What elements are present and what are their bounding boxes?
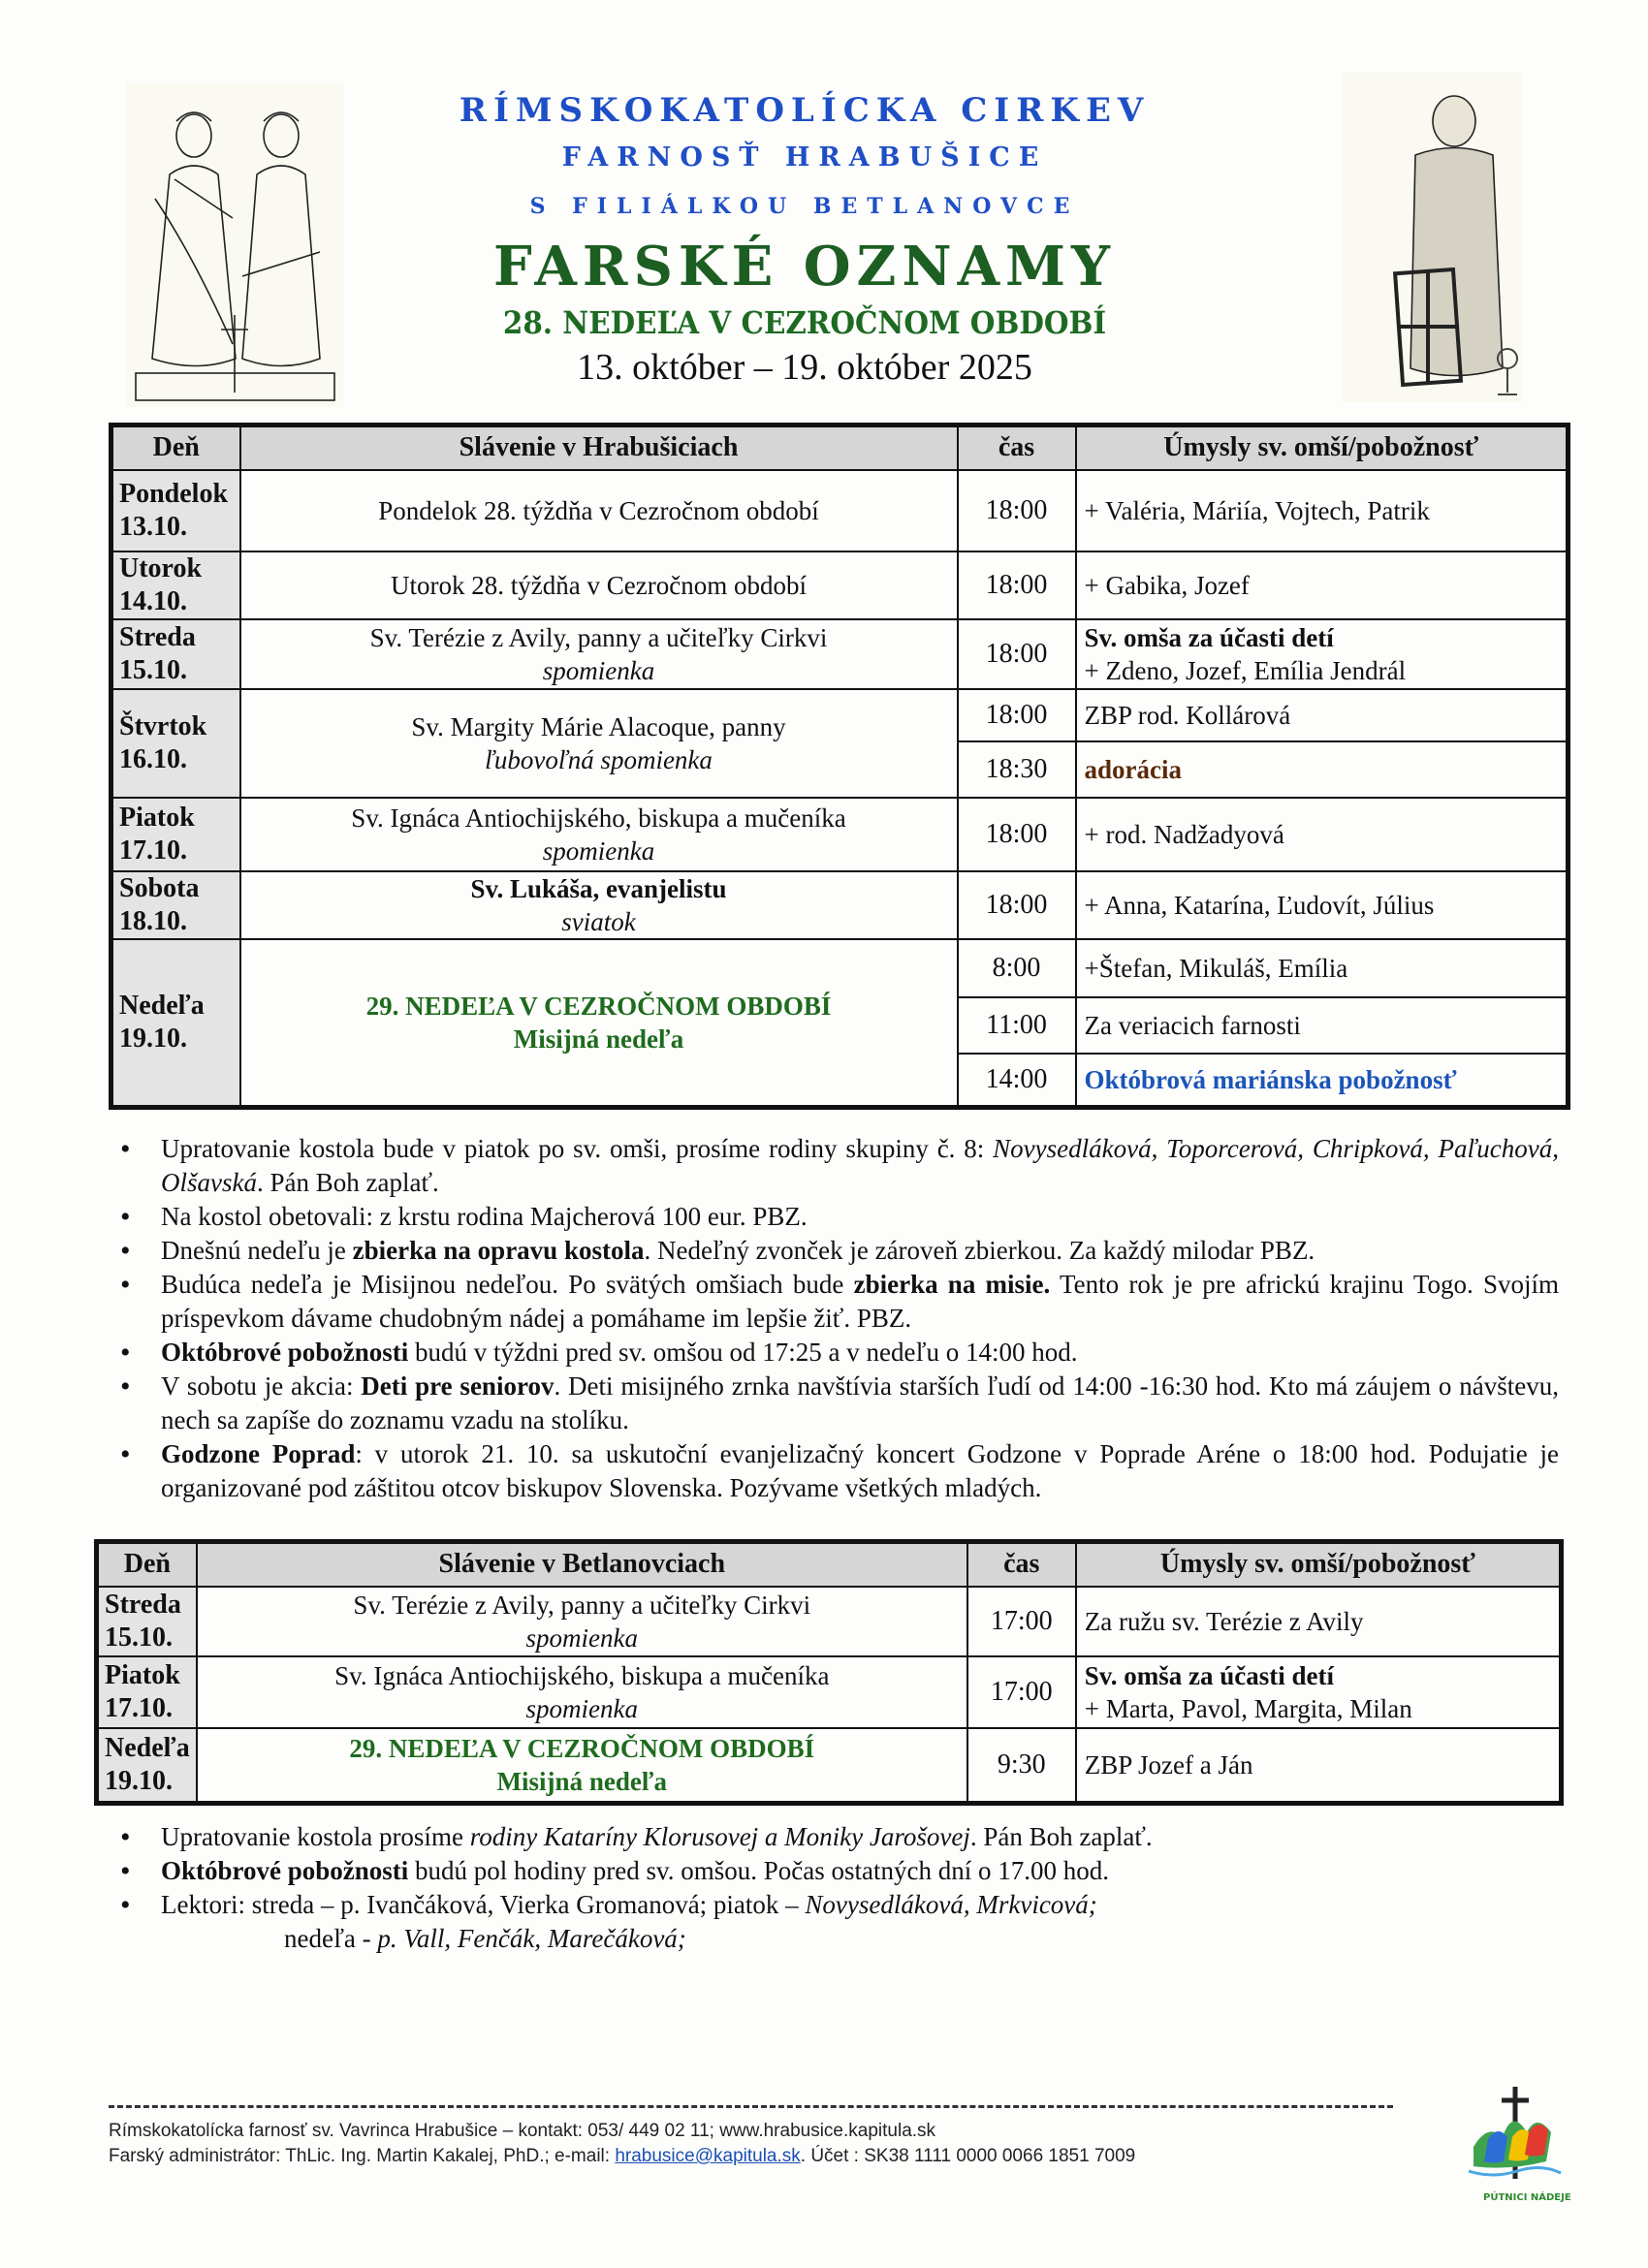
celebration-cell <box>240 871 958 939</box>
day-date: 17.10. <box>105 1692 173 1723</box>
column-header-time: čas <box>967 1542 1076 1587</box>
intention-text: + Gabika, Jozef <box>1084 570 1250 600</box>
intention-text: ZBP rod. Kollárová <box>1084 700 1291 730</box>
intention-text: + Valéria, Máriía, Vojtech, Patrik <box>1084 495 1430 525</box>
table-row <box>97 1656 1562 1728</box>
day-cell <box>111 470 240 551</box>
celebration-rank: Misijná nedeľa <box>496 1766 667 1796</box>
table-row <box>111 871 1569 939</box>
table-row <box>111 939 1569 997</box>
announcement-item: • Októbrové pobožnosti budú v týždni pred sv. omšou od 17:25 a v nedeľu o 14:00 hod. <box>114 1336 1559 1370</box>
time-cell: 17:00 <box>967 1656 1076 1728</box>
intention-cell <box>1076 1728 1562 1804</box>
time-cell: 18:00 <box>958 470 1076 551</box>
svg-text:PÚTNICI NÁDEJE: PÚTNICI NÁDEJE <box>1483 2192 1571 2203</box>
column-header-intentions: Úmysly sv. omší/pobožnosť <box>1076 1542 1562 1587</box>
day-cell <box>111 551 240 619</box>
day-cell <box>97 1728 197 1804</box>
celebration-rank: spomienka <box>525 1693 639 1723</box>
announcement-item: nedeľa - p. Vall, Fenčák, Marečáková; <box>284 1924 686 1953</box>
saint-lawrence-drawing-icon <box>1343 73 1522 402</box>
day-date: 14.10. <box>119 585 187 616</box>
announcement-item: • Na kostol obetovali: z krstu rodina Majcherová 100 eur. PBZ. <box>114 1200 1559 1234</box>
day-cell <box>111 871 240 939</box>
intention-cell <box>1076 997 1569 1054</box>
intention-text: + rod. Nadžadyová <box>1084 819 1284 849</box>
announcement-item: • Upratovanie kostola prosíme rodiny Kataríny Klorusovej a Moniky Jarošovej. Pán Boh zaplať. <box>114 1820 1559 1854</box>
celebration-name: Sv. Terézie z Avily, panny a učiteľky Cirkvi <box>353 1590 811 1620</box>
table-row <box>111 619 1569 689</box>
column-header-celebration: Slávenie v Hrabušiciach <box>240 425 958 470</box>
footer-admin <box>109 2146 1135 2167</box>
celebration-name: Sv. Ignáca Antiochijského, biskupa a mučeníka <box>334 1660 830 1690</box>
celebration-name: Sv. Ignáca Antiochijského, biskupa a mučeníka <box>351 803 846 833</box>
saint-with-window-illustration <box>1343 73 1522 402</box>
day-cell <box>97 1656 197 1728</box>
footer-admin-text: Farský administrátor: ThLic. Ing. Martin Kakalej, PhD.; e-mail: <box>109 2146 616 2166</box>
church-name: RÍMSKOKATOLÍCKA CIRKEV <box>459 91 1151 130</box>
saints-drawing-icon <box>126 82 344 407</box>
day-date: 16.10. <box>119 743 187 774</box>
table-row <box>111 689 1569 741</box>
email-link[interactable]: hrabusice@kapitula.sk <box>615 2146 801 2166</box>
day-name: Štvrtok <box>119 710 207 741</box>
celebration-name: 29. NEDEĽA V CEZROČNOM OBDOBÍ <box>349 1733 815 1763</box>
intention-text: + Zdeno, Jozef, Emília Jendrál <box>1084 655 1407 685</box>
schedule-table-hrabusice <box>109 423 1570 1110</box>
intention-cell <box>1076 689 1569 741</box>
parish-name: FARNOSŤ HRABUŠICE <box>561 142 1048 173</box>
celebration-name: Sv. Terézie z Avily, panny a učiteľky Cirkvi <box>369 622 828 652</box>
column-header-celebration: Slávenie v Betlanovciach <box>197 1542 967 1587</box>
celebration-name: Pondelok 28. týždňa v Cezročnom období <box>378 495 819 525</box>
table-row <box>111 470 1569 551</box>
celebration-name: Sv. Lukáša, evanjelistu <box>470 873 727 903</box>
footer-divider <box>109 2105 1393 2108</box>
intention-cell <box>1076 798 1569 871</box>
celebration-rank: spomienka <box>525 1622 639 1653</box>
celebration-name: 29. NEDEĽA V CEZROČNOM OBDOBÍ <box>365 991 832 1021</box>
day-cell <box>111 689 240 798</box>
table-header-row <box>97 1542 1562 1587</box>
intention-cell <box>1076 470 1569 551</box>
celebration-cell <box>240 470 958 551</box>
celebration-name: Sv. Margity Márie Alacoque, panny <box>411 711 786 741</box>
celebration-cell <box>240 689 958 798</box>
column-header-day: Deň <box>97 1542 197 1587</box>
day-date: 19.10. <box>105 1765 173 1796</box>
day-name: Nedeľa <box>119 990 205 1021</box>
footer-contact: Rímskokatolícka farnosť sv. Vavrinca Hrabušice – kontakt: 053/ 449 02 11; www.hrabusice.kapitula.sk <box>109 2121 936 2141</box>
intention-text: +Štefan, Mikuláš, Emília <box>1084 953 1348 983</box>
day-cell <box>97 1587 197 1656</box>
intention-cell <box>1076 939 1569 997</box>
intention-cell <box>1076 871 1569 939</box>
announcements-hrabusice <box>114 1132 1559 1505</box>
filial-name: S FILIÁLKOU BETLANOVCE <box>529 194 1080 219</box>
celebration-rank: Misijná nedeľa <box>513 1024 684 1054</box>
day-date: 15.10. <box>105 1622 173 1653</box>
day-cell <box>111 939 240 1108</box>
liturgical-week: 28. NEDEĽA V CEZROČNOM OBDOBÍ <box>502 304 1107 341</box>
day-date: 15.10. <box>119 654 187 685</box>
time-cell: 8:00 <box>958 939 1076 997</box>
time-cell: 18:00 <box>958 619 1076 689</box>
celebration-rank: spomienka <box>542 655 655 685</box>
day-date: 19.10. <box>119 1023 187 1054</box>
column-header-intentions: Úmysly sv. omší/pobožnosť <box>1076 425 1569 470</box>
document-header <box>368 87 1241 390</box>
announcements-betlanovce <box>114 1820 1559 1956</box>
celebration-cell <box>197 1656 967 1728</box>
time-cell: 11:00 <box>958 997 1076 1054</box>
column-header-time: čas <box>958 425 1076 470</box>
intention-text: + Marta, Pavol, Margita, Milan <box>1084 1693 1412 1723</box>
intention-text: + Anna, Katarína, Ľudovít, Július <box>1084 890 1435 920</box>
time-cell: 18:00 <box>958 551 1076 619</box>
table-row <box>97 1728 1562 1804</box>
time-cell: 18:00 <box>958 871 1076 939</box>
table-row <box>111 551 1569 619</box>
announcement-item: • Lektori: streda – p. Ivančáková, Vierka Gromanová; piatok – Novysedláková, Mrkvicová; <box>114 1888 1559 1922</box>
celebration-rank: spomienka <box>542 835 655 866</box>
intention-cell <box>1076 1656 1562 1728</box>
day-name: Nedeľa <box>105 1732 190 1763</box>
announcement-item: • Budúca nedeľa je Misijnou nedeľou. Po svätých omšiach bude zbierka na misie. Tento rok je pre africkú krajinu Togo. Svojím príspevkom dávame chudobným nádej a pomáhame im lepšie žiť. PBZ. <box>114 1268 1559 1336</box>
time-cell: 17:00 <box>967 1587 1076 1656</box>
page-title: FARSKÉ OZNAMY <box>492 235 1117 299</box>
time-cell: 18:00 <box>958 689 1076 741</box>
day-date: 18.10. <box>119 905 187 936</box>
schedule-table-betlanovce <box>94 1539 1564 1806</box>
intention-cell <box>1076 1587 1562 1656</box>
celebration-cell <box>240 798 958 871</box>
intention-cell <box>1076 619 1569 689</box>
day-name: Sobota <box>119 872 200 903</box>
day-name: Streda <box>119 621 196 652</box>
two-saints-illustration <box>126 82 344 407</box>
time-cell: 14:00 <box>958 1054 1076 1108</box>
day-name: Utorok <box>119 552 203 583</box>
intention-text: ZBP Jozef a Ján <box>1084 1749 1253 1780</box>
time-cell: 9:30 <box>967 1728 1076 1804</box>
time-cell: 18:00 <box>958 798 1076 871</box>
day-name: Piatok <box>119 802 195 833</box>
table-row <box>97 1587 1562 1656</box>
intention-cell <box>1076 551 1569 619</box>
intention-text: Októbrová mariánska pobožnosť <box>1084 1064 1457 1094</box>
celebration-cell <box>240 551 958 619</box>
intention-text: Za ružu sv. Terézie z Avily <box>1084 1606 1364 1636</box>
announcement-item: • Dnešnú nedeľu je zbierka na opravu kostola. Nedeľný zvonček je zároveň zbierkou. Za každý milodar PBZ. <box>114 1234 1559 1268</box>
intention-highlight: Sv. omša za účasti detí <box>1084 622 1334 652</box>
day-name: Pondelok <box>119 478 229 509</box>
day-date: 13.10. <box>119 511 187 542</box>
announcement-item: • V sobotu je akcia: Deti pre seniorov. Deti misijného zrnka navštívia starších ľudí od 14:00 -16:30 hod. Kto má záujem o návštevu, nech sa zapíše do zoznamu vzadu na stolíku. <box>114 1370 1559 1437</box>
jubilee-2025-logo-icon <box>1459 2079 1575 2205</box>
table-header-row <box>111 425 1569 470</box>
day-cell <box>111 798 240 871</box>
column-header-day: Deň <box>111 425 240 470</box>
celebration-cell <box>197 1728 967 1804</box>
announcement-item: • Godzone Poprad: v utorok 21. 10. sa uskutoční evanjelizačný koncert Godzone v Poprade Aréne o 18:00 hod. Podujatie je organizované pod záštitou otcov biskupov Slovenska. Pozývame všetkých mladých. <box>114 1437 1559 1505</box>
jubilee-logo <box>1459 2079 1575 2205</box>
day-name: Streda <box>105 1589 181 1620</box>
celebration-cell <box>197 1587 967 1656</box>
celebration-rank: sviatok <box>561 906 636 936</box>
table-row <box>111 798 1569 871</box>
day-date: 17.10. <box>119 835 187 866</box>
footer-account: . Účet : SK38 1111 0000 0066 1851 7009 <box>800 2146 1136 2166</box>
intention-text: adorácia <box>1084 754 1182 784</box>
intention-cell <box>1076 1054 1569 1108</box>
day-name: Piatok <box>105 1659 180 1690</box>
announcement-item: • Októbrové pobožnosti budú pol hodiny pred sv. omšou. Počas ostatných dní o 17.00 hod. <box>114 1854 1559 1888</box>
celebration-cell <box>240 619 958 689</box>
announcement-item: • Upratovanie kostola bude v piatok po sv. omši, prosíme rodiny skupiny č. 8: Novysedláková, Toporcerová, Chripková, Paľuchová, Olšavská. Pán Boh zaplať. <box>114 1132 1559 1200</box>
intention-highlight: Sv. omša za účasti detí <box>1084 1660 1335 1690</box>
intention-text: Za veriacich farnosti <box>1084 1010 1301 1040</box>
day-cell <box>111 619 240 689</box>
time-cell: 18:30 <box>958 741 1076 798</box>
celebration-cell <box>240 939 958 1108</box>
date-range: 13. október – 19. október 2025 <box>577 347 1032 388</box>
celebration-name: Utorok 28. týždňa v Cezročnom období <box>391 570 807 600</box>
intention-cell <box>1076 741 1569 798</box>
celebration-rank: ľubovoľná spomienka <box>485 744 713 774</box>
